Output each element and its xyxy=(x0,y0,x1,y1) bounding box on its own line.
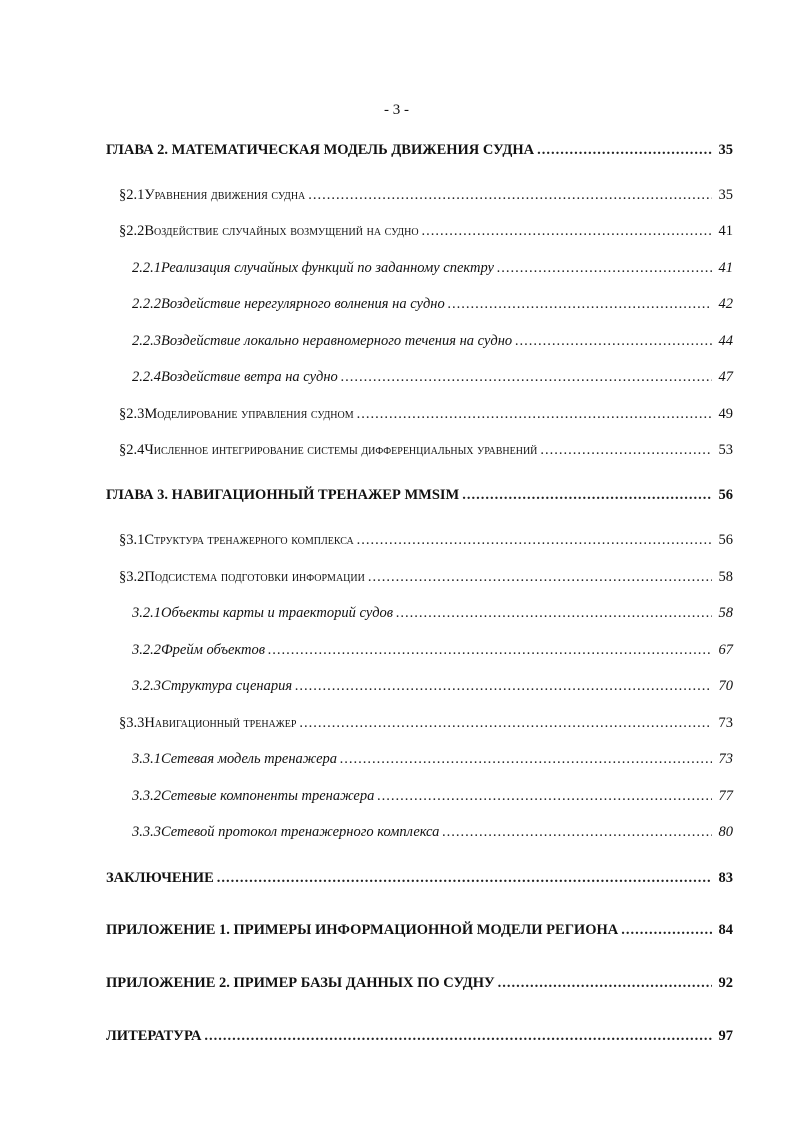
toc-title: Моделирование управления судном xyxy=(144,406,354,422)
toc-page: 84 xyxy=(718,922,733,938)
toc-number: 2.2.2 xyxy=(132,296,161,312)
toc-page: 35 xyxy=(718,187,733,203)
toc-page: 44 xyxy=(718,333,733,349)
toc-number: §2.3 xyxy=(119,406,145,422)
toc-subsection-2-2-1[interactable] xyxy=(132,259,733,277)
toc-title: Навигационный тренажер xyxy=(144,715,297,731)
toc-number: §3.1 xyxy=(119,532,145,548)
toc-section-2-2[interactable] xyxy=(119,222,733,240)
toc-subsection-2-2-3[interactable] xyxy=(132,332,733,350)
toc-title: ЛИТЕРАТУРА xyxy=(106,1028,202,1044)
toc-title: ПРИЛОЖЕНИЕ 2. ПРИМЕР БАЗЫ ДАННЫХ ПО СУДНУ xyxy=(106,975,495,991)
toc-section-3-1[interactable] xyxy=(119,531,733,549)
toc-leader xyxy=(368,568,712,586)
toc-title: Структура сценария xyxy=(161,678,293,694)
toc-page: 47 xyxy=(718,369,733,385)
toc-title: Воздействие ветра на судно xyxy=(161,369,338,385)
toc-leader xyxy=(448,295,712,313)
toc-title: Воздействие случайных возмущений на судно xyxy=(144,223,419,239)
toc-page: 41 xyxy=(718,260,733,276)
toc-number: 3.2.2 xyxy=(132,642,161,658)
toc-number: 3.2.3 xyxy=(132,678,161,694)
toc-title: Фрейм объектов xyxy=(161,642,266,658)
toc-title: Сетевые компоненты тренажера xyxy=(161,788,375,804)
toc-section-2-4[interactable] xyxy=(119,441,733,459)
toc-title: Объекты карты и траекторий судов xyxy=(161,605,394,621)
toc-page: 92 xyxy=(718,975,733,991)
toc-number: §2.4 xyxy=(119,442,145,458)
toc-subsection-2-2-4[interactable] xyxy=(132,368,733,386)
toc-number: 3.2.1 xyxy=(132,605,161,621)
toc-title: Подсистема подготовки информации xyxy=(144,569,365,585)
toc-leader xyxy=(462,486,712,504)
toc-subsection-3-2-3[interactable] xyxy=(132,677,733,695)
toc-subsection-3-3-3[interactable] xyxy=(132,823,733,841)
toc-title: ПРИЛОЖЕНИЕ 1. ПРИМЕРЫ ИНФОРМАЦИОННОЙ МОДЕЛИ РЕГИОНА xyxy=(106,922,619,938)
toc-page: 97 xyxy=(718,1028,733,1044)
toc-subsection-3-3-1[interactable] xyxy=(132,750,733,768)
toc-subsection-3-2-2[interactable] xyxy=(132,641,733,659)
toc-page: 58 xyxy=(718,569,733,585)
toc-page: 49 xyxy=(718,406,733,422)
toc-leader xyxy=(377,787,712,805)
toc-page: 56 xyxy=(718,532,733,548)
toc-leader xyxy=(442,823,712,841)
toc-title: Сетевая модель тренажера xyxy=(161,751,338,767)
toc-page: 41 xyxy=(718,223,733,239)
toc-title: Численное интегрирование системы дифференциальных уравнений xyxy=(144,442,538,458)
toc-leader xyxy=(217,869,712,887)
toc-number: 3.3.3 xyxy=(132,824,161,840)
toc-number: §3.2 xyxy=(119,569,145,585)
toc-leader xyxy=(299,714,712,732)
toc-title: Сетевой протокол тренажерного комплекса xyxy=(161,824,440,840)
toc-chapter-2[interactable] xyxy=(106,141,733,159)
toc-page: 56 xyxy=(718,487,733,503)
toc-section-3-3[interactable] xyxy=(119,714,733,732)
toc-leader xyxy=(268,641,712,659)
toc-leader xyxy=(621,921,712,939)
toc-title: ЗАКЛЮЧЕНИЕ xyxy=(106,870,214,886)
toc-page: 73 xyxy=(718,715,733,731)
toc-title: Уравнения движения судна xyxy=(144,187,306,203)
toc-leader xyxy=(308,186,712,204)
toc-title: Воздействие нерегулярного волнения на судно xyxy=(161,296,445,312)
toc-page: 58 xyxy=(718,605,733,621)
toc-page: 70 xyxy=(718,678,733,694)
toc-conclusion[interactable] xyxy=(106,869,733,887)
toc-number: 2.2.4 xyxy=(132,369,161,385)
toc-page: 80 xyxy=(718,824,733,840)
toc-section-2-3[interactable] xyxy=(119,405,733,423)
toc-chapter-3[interactable] xyxy=(106,486,733,504)
toc-number: §3.3 xyxy=(119,715,145,731)
toc-leader xyxy=(357,405,712,423)
toc-leader xyxy=(540,441,712,459)
toc-page: 73 xyxy=(718,751,733,767)
toc-page: 53 xyxy=(718,442,733,458)
toc-leader xyxy=(497,259,712,277)
toc-leader xyxy=(340,750,712,768)
toc-references[interactable] xyxy=(106,1027,733,1045)
toc-leader xyxy=(341,368,712,386)
toc-subsection-3-2-1[interactable] xyxy=(132,604,733,622)
toc-page: 35 xyxy=(718,142,733,158)
toc-title: ГЛАВА 3. НАВИГАЦИОННЫЙ ТРЕНАЖЕР MMSIM xyxy=(106,487,460,503)
toc-number: 3.3.1 xyxy=(132,751,161,767)
toc-page: 83 xyxy=(718,870,733,886)
toc-section-2-1[interactable] xyxy=(119,186,733,204)
toc-number: 2.2.3 xyxy=(132,333,161,349)
toc-leader xyxy=(396,604,712,622)
toc-title: ГЛАВА 2. МАТЕМАТИЧЕСКАЯ МОДЕЛЬ ДВИЖЕНИЯ СУДНА xyxy=(106,142,535,158)
toc-page: 77 xyxy=(718,788,733,804)
toc-title: Структура тренажерного комплекса xyxy=(144,532,354,548)
toc-leader xyxy=(204,1027,712,1045)
toc-section-3-2[interactable] xyxy=(119,568,733,586)
toc-number: 2.2.1 xyxy=(132,260,161,276)
toc-subsection-3-3-2[interactable] xyxy=(132,787,733,805)
toc-leader xyxy=(295,677,712,695)
toc-number: 3.3.2 xyxy=(132,788,161,804)
toc-leader xyxy=(498,974,712,992)
toc-leader xyxy=(422,222,712,240)
toc-number: §2.2 xyxy=(119,223,145,239)
toc-page: 67 xyxy=(718,642,733,658)
toc-appendix-2[interactable] xyxy=(106,974,733,992)
toc-leader xyxy=(357,531,712,549)
toc-subsection-2-2-2[interactable] xyxy=(132,295,733,313)
toc-title: Воздействие локально неравномерного течения на судно xyxy=(161,333,513,349)
toc-leader xyxy=(515,332,712,350)
toc-number: §2.1 xyxy=(119,187,145,203)
page-number: - 3 - xyxy=(384,102,409,118)
toc-appendix-1[interactable] xyxy=(106,921,733,939)
toc-leader xyxy=(537,141,712,159)
toc-page: 42 xyxy=(718,296,733,312)
toc-title: Реализация случайных функций по заданному спектру xyxy=(161,260,494,276)
